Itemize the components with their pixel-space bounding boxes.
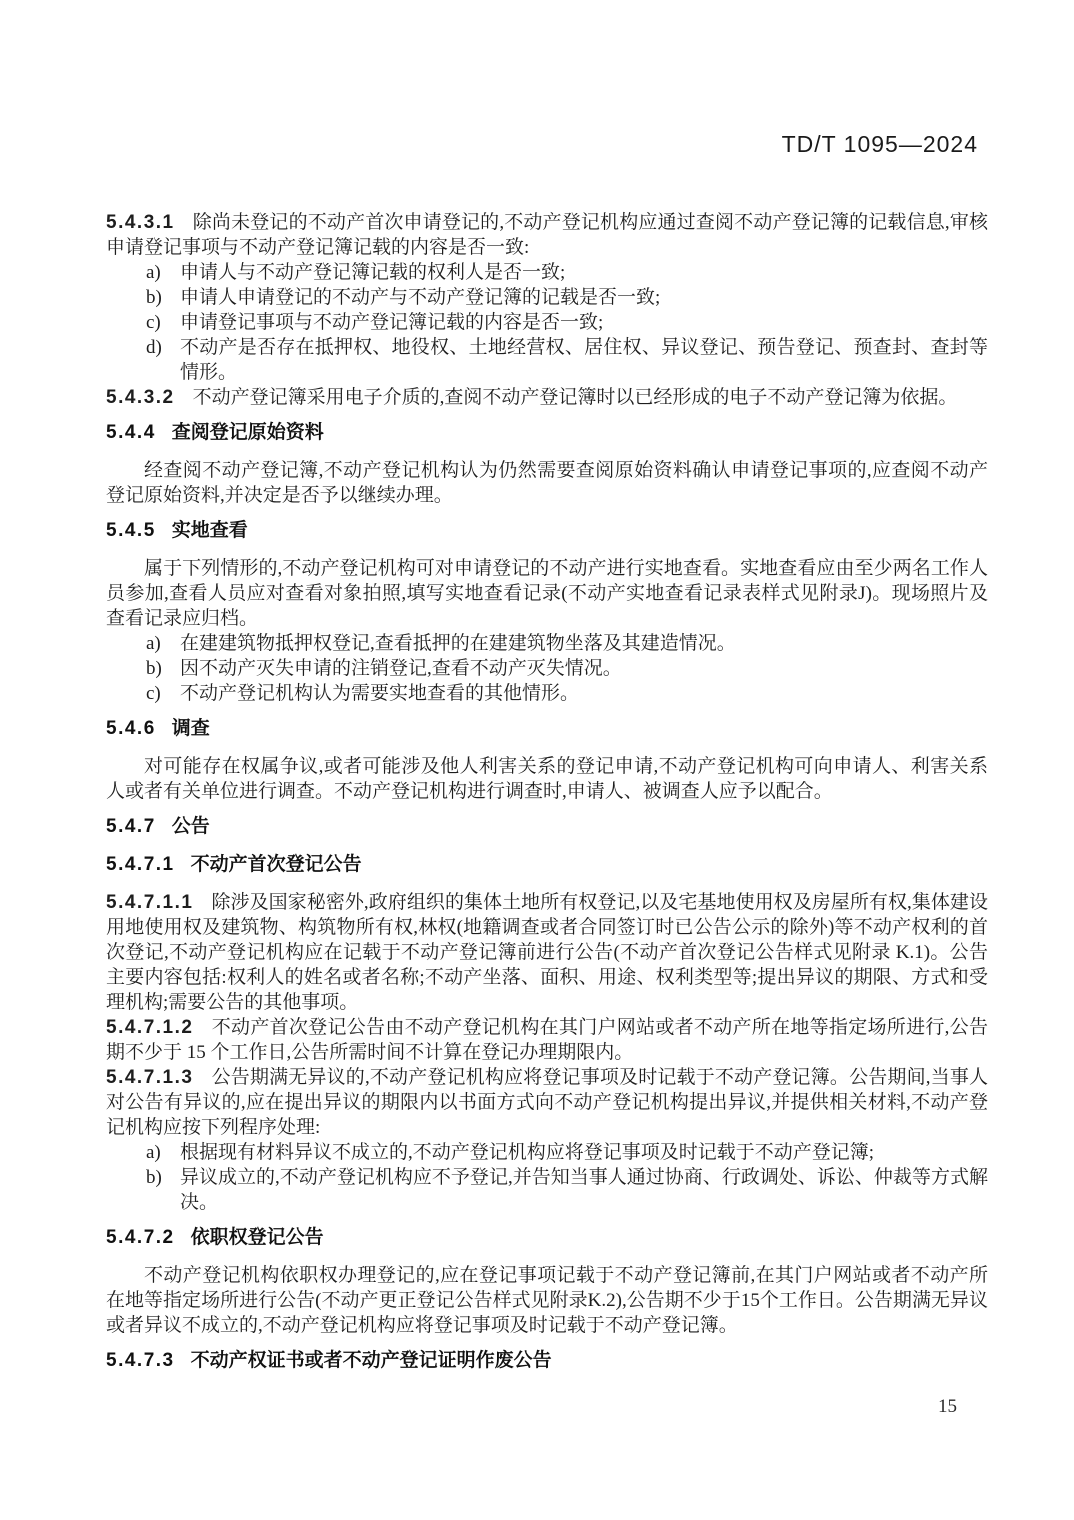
clause-number: 5.4.7.1.2	[106, 1017, 194, 1038]
clause-text: 除涉及国家秘密外,政府组织的集体土地所有权登记,以及宅基地使用权及房屋所有权,集体建设用地使用权及建筑物、构筑物所有权,林权(地籍调查或者合同签订时已公告公示的除外)等不动产权利的首次登记,不动产登记机构应在记载于不动产登记簿前进行公告(不动产首次登记公告样式见附录 K.1)。公告主要内容包括:权利人的姓名或者名称;不动产坐落、面积、用途、权利类型等;提出异议的期限、方式和受理机构;需要公告的其他事项。	[106, 892, 988, 1013]
paragraph-6: 属于下列情形的,不动产登记机构可对申请登记的不动产进行实地查看。实地查看应由至少两名工作人员参加,查看人员应对查看对象拍照,填写实地查看记录(不动产实地查看记录表样式见附录J)。现场照片及查看记录应归档。	[106, 558, 988, 629]
section-number: 5.4.7	[106, 816, 156, 837]
document-body	[106, 210, 988, 1386]
list-item-label: b)	[146, 287, 162, 308]
section-number: 5.4.7.1	[106, 854, 175, 875]
list-item-c	[106, 681, 988, 706]
section-title: 实地查看	[171, 520, 248, 541]
list-item-text: 申请登记事项与不动产登记簿记载的内容是否一致;	[180, 312, 604, 333]
clause-text: 除尚未登记的不动产首次申请登记的,不动产登记机构应通过查阅不动产登记簿的记载信息,审核申请登记事项与不动产登记簿记载的内容是否一致:	[106, 212, 988, 258]
section-heading-5-4-7-2	[106, 1225, 988, 1250]
section-number: 5.4.6	[106, 718, 156, 739]
section-heading-5-4-5	[106, 518, 988, 543]
list-item-label: c)	[146, 683, 161, 704]
clause-number: 5.4.7.1.1	[106, 892, 194, 913]
section-title: 依职权登记公告	[190, 1227, 324, 1248]
section-title: 查阅登记原始资料	[171, 422, 324, 443]
page-number: 15	[938, 1396, 957, 1417]
clause-number: 5.4.3.1	[106, 212, 175, 233]
section-heading-5-4-7	[106, 814, 988, 839]
paragraph-17: 不动产登记机构依职权办理登记的,应在登记事项记载于不动产登记簿前,在其门户网站或者不动产所在地等指定场所进行公告(不动产更正登记公告样式见附录K.2),公告期不少于15个工作日。公告期满无异议或者异议不成立的,不动产登记机构应将登记事项及时记载于不动产登记簿。	[106, 1265, 988, 1336]
section-number: 5.4.7.3	[106, 1350, 175, 1371]
standard-number-header: TD/T 1095—2024	[781, 131, 978, 157]
clause-text: 公告期满无异议的,不动产登记机构应将登记事项及时记载于不动产登记簿。公告期间,当事人对公告有异议的,应在提出异议的期限内以书面方式向不动产登记机构提出异议,并提供相关材料,不动产登记机构应按下列程序处理:	[106, 1067, 988, 1138]
list-item-text: 申请人与不动产登记簿记载的权利人是否一致;	[180, 262, 566, 283]
list-item-text: 因不动产灭失申请的注销登记,查看不动产灭失情况。	[180, 658, 622, 679]
list-item-text: 不动产登记机构认为需要实地查看的其他情形。	[180, 683, 580, 704]
section-heading-5-4-6	[106, 716, 988, 741]
section-title: 不动产首次登记公告	[190, 854, 362, 875]
list-item-label: b)	[146, 658, 162, 679]
list-item-b	[106, 1165, 988, 1215]
list-item-a	[106, 1140, 988, 1165]
clause-text: 不动产登记簿采用电子介质的,查阅不动产登记簿时以已经形成的电子不动产登记簿为依据。	[192, 387, 958, 408]
section-heading-5-4-7-1	[106, 852, 988, 877]
list-item-label: a)	[146, 1142, 161, 1163]
list-item-a	[106, 631, 988, 656]
clause-number: 5.4.7.1.3	[106, 1067, 194, 1088]
list-item-text: 在建建筑物抵押权登记,查看抵押的在建建筑物坐落及其建造情况。	[180, 633, 736, 654]
clause-5-4-7-1-1	[106, 890, 988, 1015]
clause-text: 不动产首次登记公告由不动产登记机构在其门户网站或者不动产所在地等指定场所进行,公告期不少于 15 个工作日,公告所需时间不计算在登记办理期限内。	[106, 1017, 988, 1063]
list-item-a	[106, 260, 988, 285]
section-heading-5-4-4	[106, 420, 988, 445]
section-title: 公告	[171, 816, 210, 837]
clause-number: 5.4.3.2	[106, 387, 175, 408]
list-item-b	[106, 656, 988, 681]
list-item-text: 申请人申请登记的不动产与不动产登记簿的记载是否一致;	[180, 287, 661, 308]
section-number: 5.4.5	[106, 520, 156, 541]
list-item-label: d)	[146, 337, 162, 358]
list-item-label: a)	[146, 262, 161, 283]
list-item-text: 不动产是否存在抵押权、地役权、土地经营权、居住权、异议登记、预告登记、预查封、查封等情形。	[180, 337, 988, 383]
section-number: 5.4.4	[106, 422, 156, 443]
paragraph-4: 经查阅不动产登记簿,不动产登记机构认为仍然需要查阅原始资料确认申请登记事项的,应查阅不动产登记原始资料,并决定是否予以继续办理。	[106, 460, 988, 506]
list-item-b	[106, 285, 988, 310]
clause-5-4-7-1-3	[106, 1065, 988, 1140]
list-item-text: 异议成立的,不动产登记机构应不予登记,并告知当事人通过协商、行政调处、诉讼、仲裁等方式解决。	[180, 1167, 988, 1213]
list-item-c	[106, 310, 988, 335]
ordered-list-1	[106, 260, 988, 385]
clause-5-4-3-1	[106, 210, 988, 260]
list-item-label: b)	[146, 1167, 162, 1188]
section-number: 5.4.7.2	[106, 1227, 175, 1248]
ordered-list-15	[106, 1140, 988, 1215]
paragraph-9: 对可能存在权属争议,或者可能涉及他人利害关系的登记申请,不动产登记机构可向申请人、利害关系人或者有关单位进行调查。不动产登记机构进行调查时,申请人、被调查人应予以配合。	[106, 756, 988, 802]
list-item-label: c)	[146, 312, 161, 333]
section-heading-5-4-7-3	[106, 1348, 988, 1373]
clause-5-4-3-2	[106, 385, 988, 410]
section-title: 调查	[171, 718, 210, 739]
list-item-d	[106, 335, 988, 385]
ordered-list-7	[106, 631, 988, 706]
list-item-label: a)	[146, 633, 161, 654]
section-title: 不动产权证书或者不动产登记证明作废公告	[190, 1350, 552, 1371]
clause-5-4-7-1-2	[106, 1015, 988, 1065]
list-item-text: 根据现有材料异议不成立的,不动产登记机构应将登记事项及时记载于不动产登记簿;	[180, 1142, 875, 1163]
